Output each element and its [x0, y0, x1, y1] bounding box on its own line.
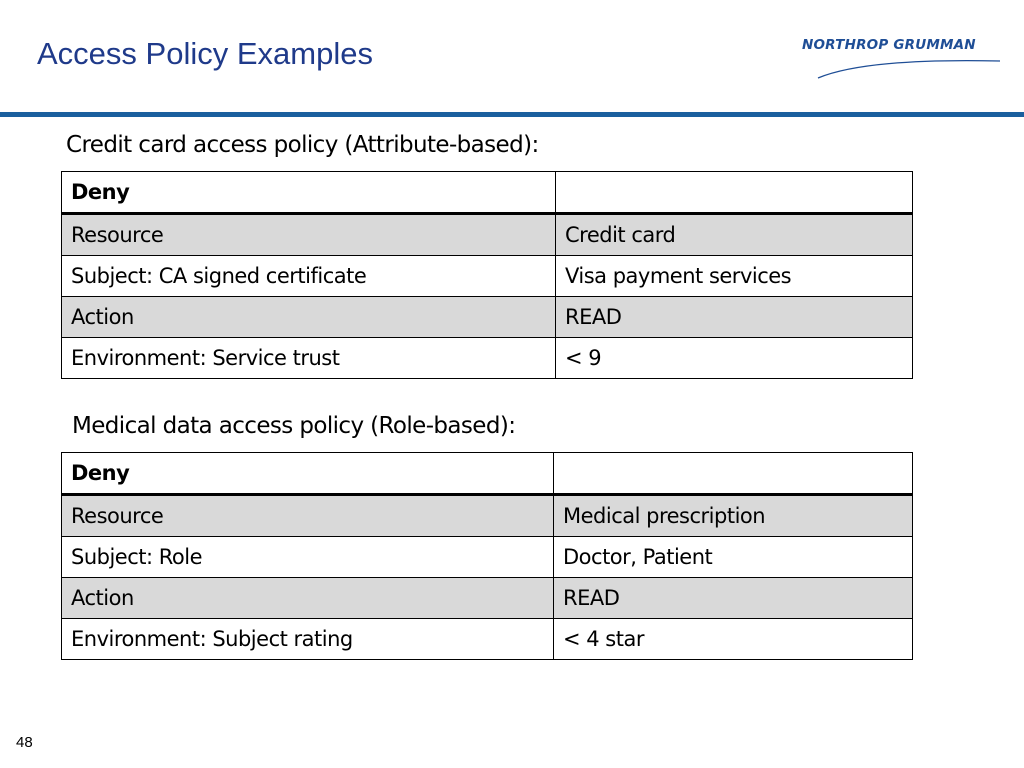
- table-header-cell: [556, 172, 913, 214]
- table-cell: READ: [554, 578, 913, 619]
- table-header-cell: [554, 453, 913, 495]
- table-cell: Medical prescription: [554, 495, 913, 537]
- table-cell: Action: [62, 578, 554, 619]
- credit-card-policy-caption: Credit card access policy (Attribute-based):: [66, 132, 539, 158]
- table-cell: Doctor, Patient: [554, 537, 913, 578]
- table-cell: Resource: [62, 214, 556, 256]
- slide-title: Access Policy Examples: [37, 36, 373, 71]
- table-cell: READ: [556, 297, 913, 338]
- table-cell: Subject: CA signed certificate: [62, 256, 556, 297]
- table-header-row: [62, 172, 913, 214]
- table-cell: Environment: Subject rating: [62, 619, 554, 660]
- medical-policy-caption: Medical data access policy (Role-based):: [72, 413, 516, 439]
- table-row: [62, 297, 913, 338]
- table-cell: < 9: [556, 338, 913, 379]
- table-header-cell: Deny: [62, 453, 554, 495]
- table-row: [62, 256, 913, 297]
- logo-swoosh-icon: [796, 28, 1002, 84]
- table-row: [62, 338, 913, 379]
- medical-policy-table: [61, 452, 913, 660]
- title-divider: [0, 112, 1024, 117]
- logo-text: NORTHROP GRUMMAN: [802, 37, 976, 53]
- table-cell: Resource: [62, 495, 554, 537]
- table-cell: Credit card: [556, 214, 913, 256]
- table-cell: < 4 star: [554, 619, 913, 660]
- table-header-cell: Deny: [62, 172, 556, 214]
- northrop-grumman-logo: [796, 28, 1002, 84]
- table-cell: Subject: Role: [62, 537, 554, 578]
- table-cell: Environment: Service trust: [62, 338, 556, 379]
- table-cell: Visa payment services: [556, 256, 913, 297]
- credit-card-policy-table: [61, 171, 913, 379]
- table-row: [62, 619, 913, 660]
- table-row: [62, 495, 913, 537]
- table-row: [62, 214, 913, 256]
- table-header-row: [62, 453, 913, 495]
- table-row: [62, 537, 913, 578]
- page-number: 48: [16, 734, 33, 751]
- table-row: [62, 578, 913, 619]
- table-cell: Action: [62, 297, 556, 338]
